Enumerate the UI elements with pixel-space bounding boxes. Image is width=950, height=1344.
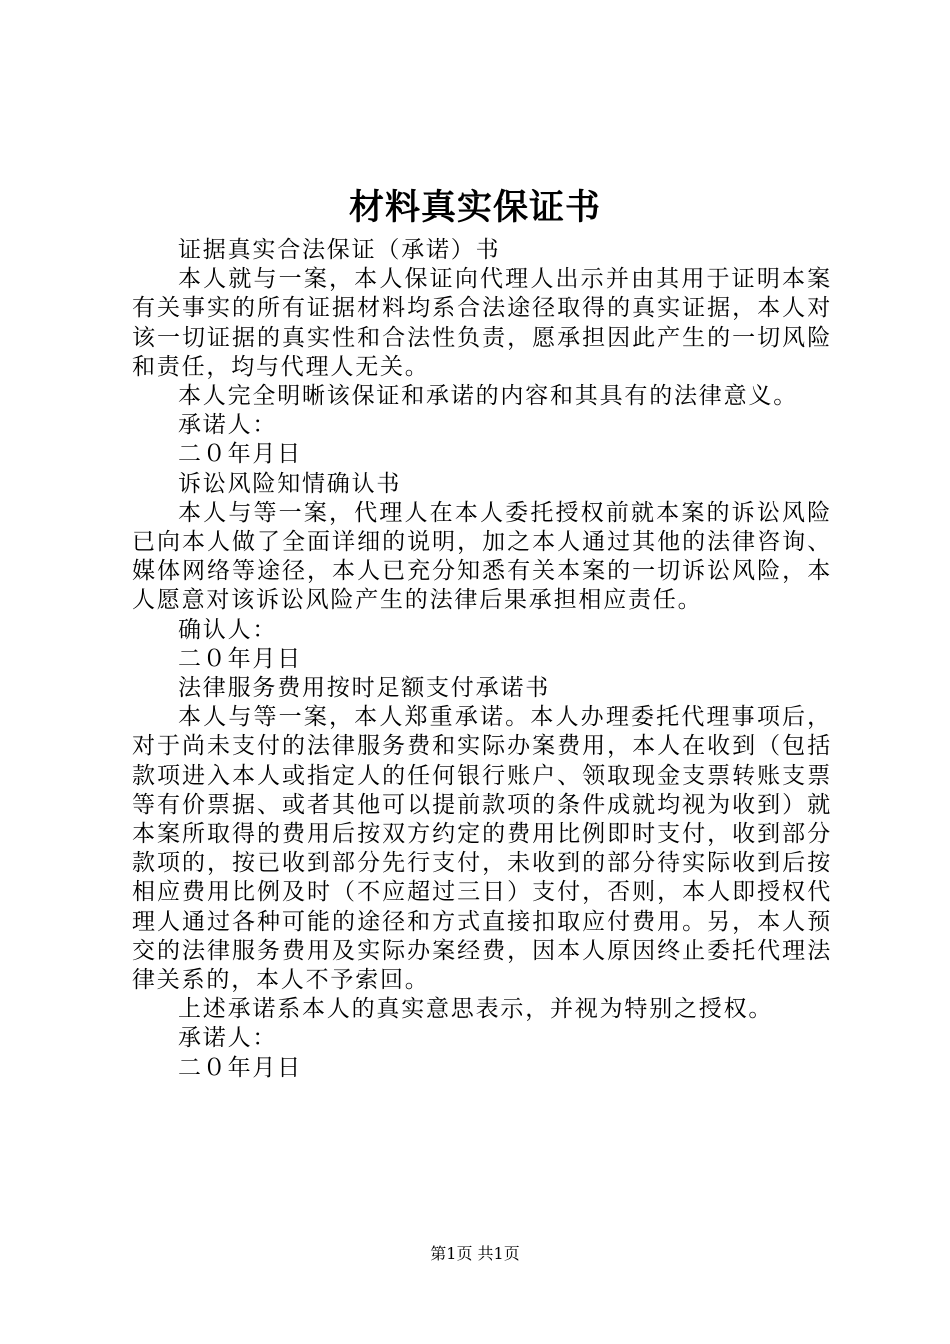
paragraph-evidence-statement: 本人就与一案，本人保证向代理人出示并由其用于证明本案有关事实的所有证据材料均系合法途径取得的真实证据，本人对该一切证据的真实性和合法性负责，愿承担因此产生的一切风险和责任，均与代理人无关。: [132, 266, 832, 380]
date-line: 二０年月日: [178, 645, 302, 672]
date-line: 二０年月日: [178, 441, 302, 468]
signature-label-promisor: 承诺人：: [178, 1025, 278, 1052]
paragraph-authorization: 上述承诺系本人的真实意思表示，并视为特别之授权。: [178, 996, 774, 1023]
paragraph-fee-payment: 本人与等一案，本人郑重承诺。本人办理委托代理事项后，对于尚未支付的法律服务费和实际办案费用，本人在收到（包括款项进入本人或指定人的任何银行账户、领取现金支票转账支票等有价票据、或者其他可以提前款项的条件成就均视为收到）就本案所取得的费用后按双方约定的费用比例即时支付，收到部分款项的，按已收到部分先行支付，未收到的部分待实际收到后按相应费用比例及时（不应超过三日）支付，否则，本人即授权代理人通过各种可能的途径和方式直接扣取应付费用。另，本人预交的法律服务费用及实际办案经费，因本人原因终止委托代理法律关系的，本人不予索回。: [132, 704, 832, 994]
signature-label-promisor: 承诺人：: [178, 412, 278, 439]
page-number-footer: 第1页 共1页: [430, 1244, 520, 1263]
document-title: 材料真实保证书: [348, 187, 601, 228]
heading-evidence-guarantee: 证据真实合法保证（承诺）书: [178, 237, 501, 263]
signature-label-confirmer: 确认人：: [178, 616, 278, 643]
document-body: [132, 236, 832, 1083]
paragraph-litigation-risk: 本人与等一案，代理人在本人委托授权前就本案的诉讼风险已向本人做了全面详细的说明，加之本人通过其他的法律咨询、媒体网络等途径，本人已充分知悉有关本案的一切诉讼风险，本人愿意对该诉讼风险产生的法律后果承担相应责任。: [132, 499, 832, 614]
heading-fee-payment: 法律服务费用按时足额支付承诺书: [178, 675, 550, 702]
paragraph-legal-meaning: 本人完全明晰该保证和承诺的内容和其具有的法律意义。: [178, 383, 798, 410]
heading-litigation-risk: 诉讼风险知情确认书: [178, 470, 402, 497]
date-line: 二０年月日: [178, 1054, 302, 1081]
